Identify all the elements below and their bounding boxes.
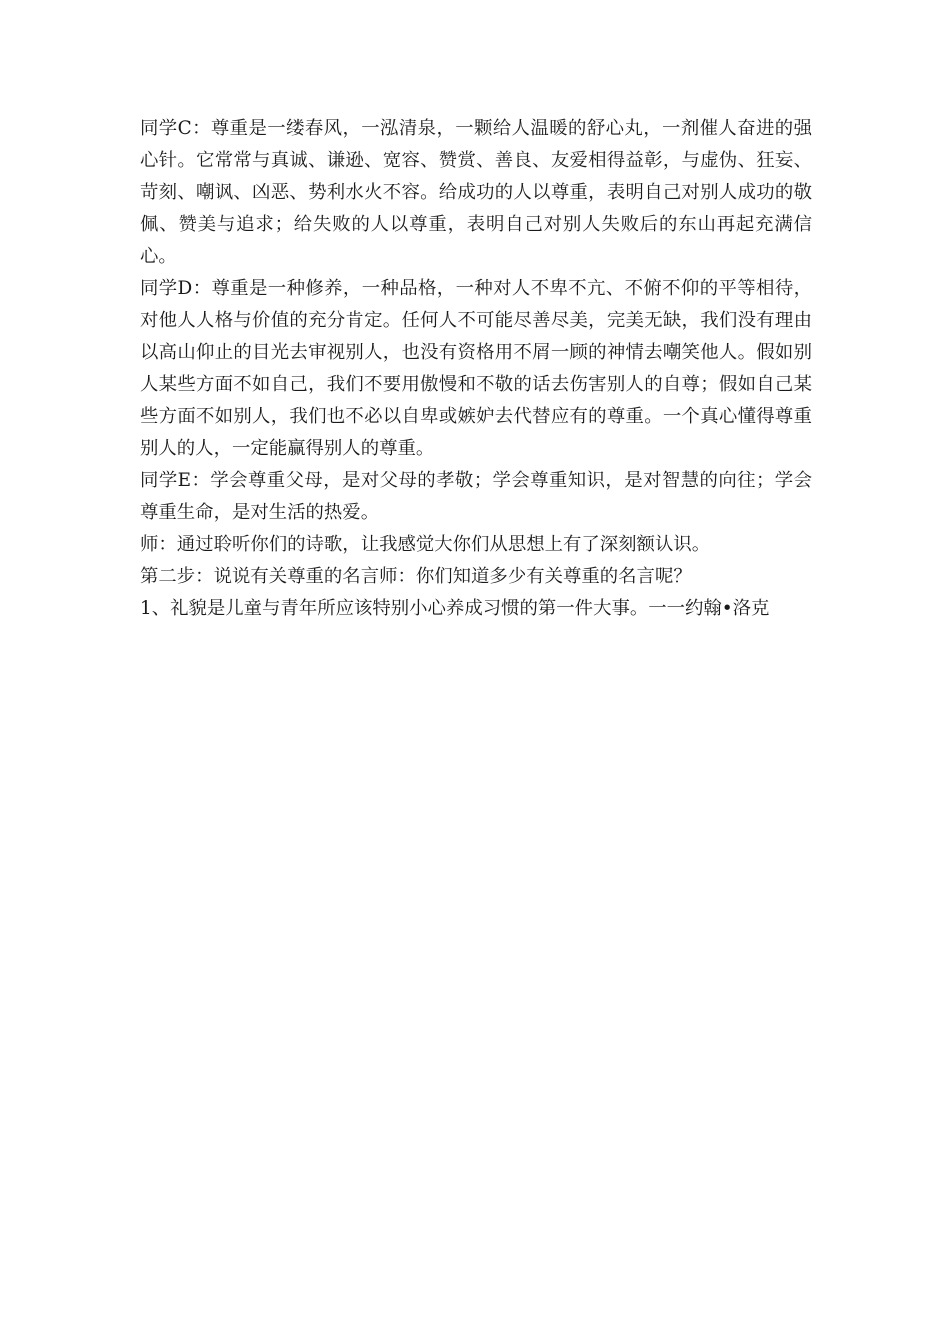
document-body [140,113,812,625]
paragraph-student-c: 同学C：尊重是一缕春风，一泓清泉，一颗给人温暖的舒心丸，一剂催人奋进的强心针。它常常与真诚、谦逊、宽容、赞赏、善良、友爱相得益彰，与虚伪、狂妄、苛刻、嘲讽、凶恶、势利水火不容。给成功的人以尊重，表明自己对别人成功的敬佩、赞美与追求；给失败的人以尊重，表明自己对别人失败后的东山再起充满信心。 [140,118,812,267]
paragraph-quote-1: 1、礼貌是儿童与青年所应该特别小心养成习惯的第一件大事。一一约翰•洛克 [140,598,770,619]
paragraph-step-two: 第二步：说说有关尊重的名言师：你们知道多少有关尊重的名言呢？ [140,566,692,587]
paragraph-student-e: 同学E：学会尊重父母，是对父母的孝敬；学会尊重知识，是对智慧的向往；学会尊重生命，是对生活的热爱。 [140,470,812,523]
paragraph-student-d: 同学D：尊重是一种修养，一种品格，一种对人不卑不亢、不俯不仰的平等相待，对他人人格与价值的充分肯定。任何人不可能尽善尽美，完美无缺，我们没有理由以高山仰止的目光去审视别人，也没有资格用不屑一顾的神情去嘲笑他人。假如别人某些方面不如自己，我们不要用傲慢和不敬的话去伤害别人的自尊；假如自己某些方面不如别人，我们也不必以自卑或嫉妒去代替应有的尊重。一个真心懂得尊重别人的人，一定能赢得别人的尊重。 [140,278,812,459]
paragraph-teacher: 师：通过聆听你们的诗歌，让我感觉大你们从思想上有了深刻额认识。 [140,534,711,555]
